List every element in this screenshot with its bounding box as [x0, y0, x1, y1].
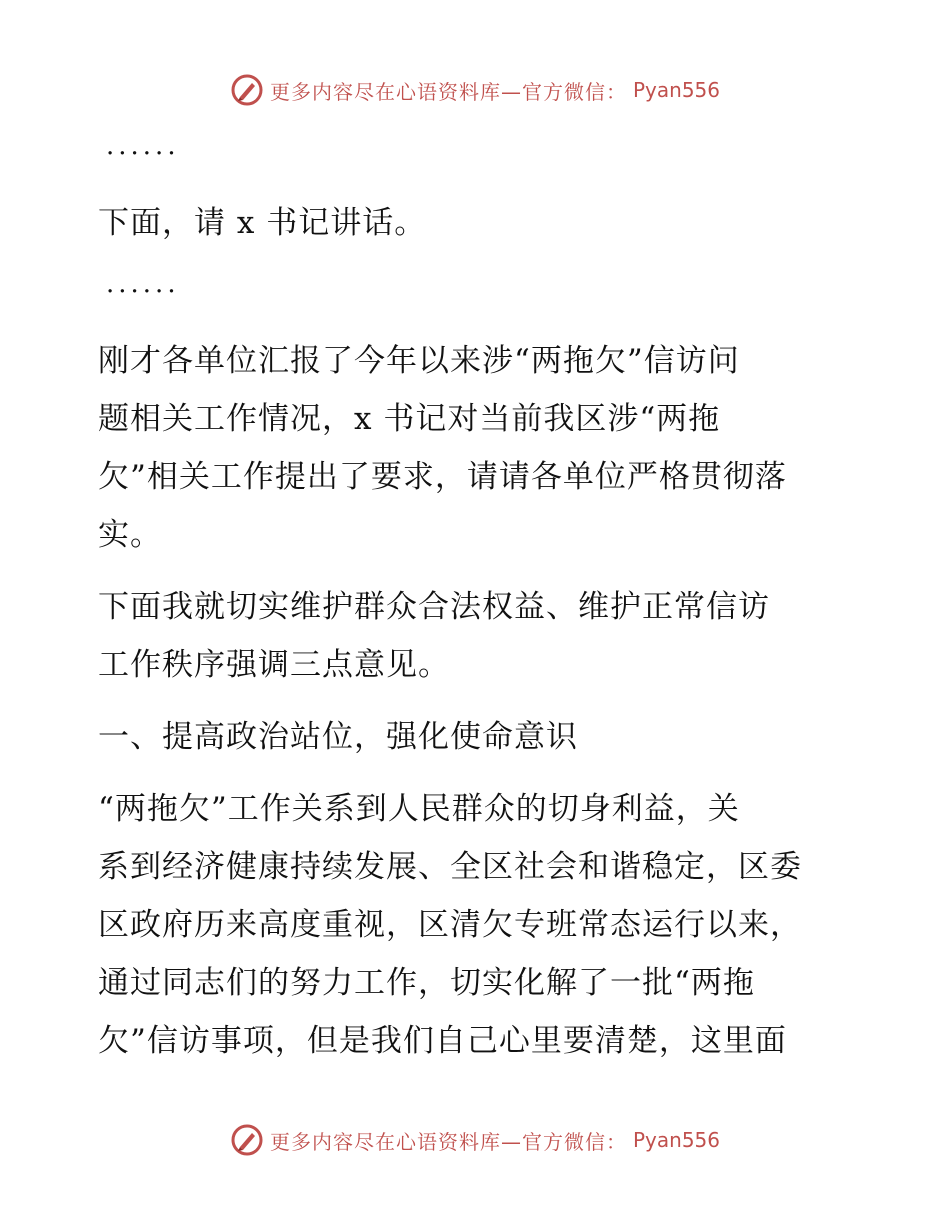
paragraph-line: 通过同志们的努力工作，切实化解了一批“两拖 — [98, 965, 755, 1001]
paragraph-line: 欠”相关工作提出了要求，请请各单位严格贯彻落 — [98, 459, 787, 495]
section-heading: 一、提高政治站位，强化使命意识 — [98, 719, 578, 755]
pen-logo-icon — [230, 1123, 264, 1157]
watermark-id: Pyan556 — [632, 1128, 720, 1152]
document-body — [98, 128, 850, 1070]
paragraph-line: 刚才各单位汇报了今年以来涉“两拖欠”信访问 — [98, 343, 740, 379]
paragraph-line: 区政府历来高度重视，区清欠专班常态运行以来， — [98, 907, 802, 943]
pen-logo-icon — [230, 73, 264, 107]
watermark-text: 更多内容尽在心语资料库—官方微信： — [269, 79, 627, 104]
paragraph-line: 题相关工作情况，x 书记对当前我区涉“两拖 — [98, 401, 721, 437]
ellipsis-line: ······ — [106, 139, 180, 169]
footer-watermark — [0, 1120, 950, 1160]
paragraph-line: “两拖欠”工作关系到人民群众的切身利益，关 — [98, 791, 740, 827]
watermark-id: Pyan556 — [632, 78, 720, 102]
paragraph-line: 系到经济健康持续发展、全区社会和谐稳定，区委 — [98, 849, 802, 885]
header-watermark — [0, 70, 950, 110]
paragraph-line: 实。 — [98, 517, 162, 553]
ellipsis-line: ······ — [106, 277, 180, 307]
paragraph-line: 欠”信访事项，但是我们自己心里要清楚，这里面 — [98, 1023, 787, 1059]
paragraph-line: 下面我就切实维护群众合法权益、维护正常信访 — [98, 589, 770, 625]
paragraph-line: 工作秩序强调三点意见。 — [98, 647, 450, 683]
paragraph-line: 下面，请 x 书记讲话。 — [98, 205, 427, 241]
watermark-text: 更多内容尽在心语资料库—官方微信： — [269, 1129, 627, 1154]
